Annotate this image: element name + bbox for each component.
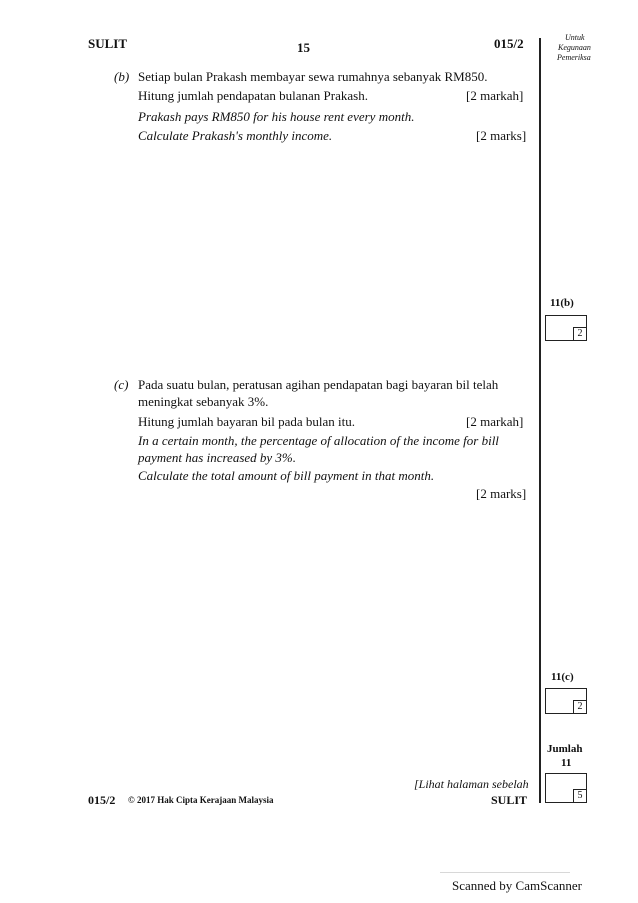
total-mark-box <box>545 773 587 803</box>
sulit-header-left: SULIT <box>88 36 128 51</box>
page-number: 15 <box>297 40 310 55</box>
footer-next-page: [Lihat halaman sebelah <box>414 777 529 791</box>
examiner-note-line2: Kegunaan <box>558 43 591 52</box>
part-b-malay-line1: Setiap bulan Prakash membayar sewa rumahnya sebanyak RM850. <box>138 69 488 84</box>
part-c-malay-line3: Hitung jumlah bayaran bil pada bulan itu. <box>138 414 355 429</box>
part-b-mark-box <box>545 315 587 341</box>
margin-divider <box>539 38 541 803</box>
paper-code-header: 015/2 <box>494 36 524 51</box>
part-c-english-line3: Calculate the total amount of bill payment in that month. <box>138 468 435 483</box>
part-b-box-score: 2 <box>573 327 587 341</box>
part-c-malay-line2: meningkat sebanyak 3%. <box>138 394 269 409</box>
part-b-english-line2: Calculate Prakash's monthly income. <box>138 128 333 143</box>
part-c-malay-marks: [2 markah] <box>466 414 524 429</box>
part-c-english-line2: payment has increased by 3%. <box>138 450 297 465</box>
examiner-note-line3: Pemeriksa <box>557 53 591 62</box>
part-c-mark-box <box>545 688 587 714</box>
part-b-english-marks: [2 marks] <box>476 128 527 143</box>
part-b-malay-marks: [2 markah] <box>466 88 524 103</box>
footer-paper-code: 015/2 <box>88 793 116 807</box>
part-c-box-score: 2 <box>573 700 587 714</box>
footer-copyright: © 2017 Hak Cipta Kerajaan Malaysia <box>128 795 274 805</box>
total-score: 5 <box>573 789 587 803</box>
total-question: 11 <box>561 757 572 769</box>
examiner-note-line1: Untuk <box>565 33 585 42</box>
camscanner-watermark: Scanned by CamScanner <box>452 878 582 893</box>
total-label: Jumlah <box>547 743 583 755</box>
part-c-english-line1: In a certain month, the percentage of allocation of the income for bill <box>138 433 499 448</box>
footer-sulit-right: SULIT <box>491 793 528 807</box>
part-b-box-label: 11(b) <box>550 297 574 309</box>
part-b-english-line1: Prakash pays RM850 for his house rent every month. <box>138 109 415 124</box>
part-c-malay-line1: Pada suatu bulan, peratusan agihan pendapatan bagi bayaran bil telah <box>138 377 499 392</box>
part-c-english-marks: [2 marks] <box>476 486 527 501</box>
part-c-box-label: 11(c) <box>551 671 574 683</box>
part-c-label: (c) <box>114 377 129 392</box>
part-b-label: (b) <box>114 69 130 84</box>
part-b-malay-line2: Hitung jumlah pendapatan bulanan Prakash. <box>138 88 368 103</box>
watermark-rule <box>440 872 570 873</box>
